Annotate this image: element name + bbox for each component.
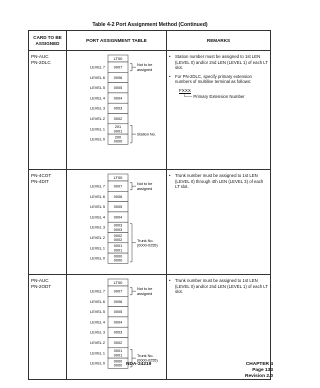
level-label: LEVEL 5 xyxy=(90,86,105,91)
card-cell xyxy=(29,170,67,275)
port-assignment-table xyxy=(28,30,271,380)
level-label: LEVEL 4 xyxy=(90,320,105,325)
cell-value: 0005 xyxy=(113,205,123,210)
remark-bullet: • Trunk number must be assigned to 1st LEN (LEVEL 0) and/or 2nd LEN (LEVEL 1) of each LT slot. xyxy=(169,278,268,295)
cell-alt-value: 0000 xyxy=(113,254,123,259)
cell-value: 0003 xyxy=(113,106,123,111)
assigned-bracket xyxy=(130,125,132,143)
assigned-label: Trunk No. xyxy=(137,354,154,359)
level-label: LEVEL 4 xyxy=(90,215,105,220)
level-label: LEVEL 2 xyxy=(90,236,105,240)
cell-value: 0002 xyxy=(113,341,123,345)
card-name: PN-AUC xyxy=(31,278,49,283)
table-row xyxy=(29,170,271,275)
level-label: LEVEL 2 xyxy=(90,117,105,121)
level-label: LEVEL 1 xyxy=(90,351,105,356)
cell-value: 0004 xyxy=(113,96,123,101)
not-assigned-label: Not to be xyxy=(137,63,153,68)
footer-page-info xyxy=(245,362,273,380)
lt-label: LT00 xyxy=(113,56,123,62)
remarks-cell xyxy=(167,51,271,170)
not-assigned-label: Not to be xyxy=(137,182,153,187)
cell-value: 0007 xyxy=(113,289,123,294)
level-label: LEVEL 5 xyxy=(90,310,105,315)
cell-value: 0006 xyxy=(113,299,123,304)
cell-value: 0004 xyxy=(113,320,123,325)
cell-value: 0001 xyxy=(113,129,123,134)
remark-bullet: • Trunk number must be assigned to 1st LEN (LEVEL 0) through 4th LEN (LEVEL 3) of each LT slot. xyxy=(169,173,268,190)
level-label: LEVEL 3 xyxy=(90,330,105,335)
level-label: LEVEL 7 xyxy=(90,65,105,70)
port-diagram-cell xyxy=(67,170,167,275)
assigned-label: Station No. xyxy=(137,132,156,137)
header-port-table: PORT ASSIGNMENT TABLE xyxy=(67,31,167,51)
cell-alt-value: 200 xyxy=(114,135,122,140)
not-assigned-bracket xyxy=(130,64,132,71)
footer-revision: Revision 2.0 xyxy=(245,374,273,379)
not-assigned-label: assigned xyxy=(137,291,153,296)
cell-value: 0000 xyxy=(113,363,123,368)
cell-alt-value: 0002 xyxy=(113,233,123,238)
assigned-bracket xyxy=(130,224,132,262)
cell-value: 0005 xyxy=(113,310,123,315)
header-row xyxy=(29,31,271,51)
cell-alt-value: 201 xyxy=(114,125,122,130)
card-cell xyxy=(29,275,67,380)
footer-page: Page 133 xyxy=(252,368,273,373)
cell-value: 0003 xyxy=(113,330,123,335)
footer-doc-number: NDA-24219 xyxy=(126,362,152,367)
level-label: LEVEL 3 xyxy=(90,225,105,230)
card-name: PN-4DIT xyxy=(31,178,49,184)
cell-value: 0000 xyxy=(113,258,123,263)
remark-bullet: • Station number must be assigned to 1st LEN (LEVEL 0) and/or 2nd LEN (LEVEL 1) of each LT slot. xyxy=(169,54,268,71)
port-diagram xyxy=(67,275,167,373)
format-code: FXXX xyxy=(179,87,191,93)
port-diagram xyxy=(67,170,167,268)
port-diagram xyxy=(67,51,167,163)
table-row xyxy=(29,51,271,170)
port-diagram-cell xyxy=(67,275,167,380)
header-card: CARD TO BE ASSIGNED xyxy=(29,31,67,51)
level-label: LEVEL 4 xyxy=(90,96,105,101)
format-label: └── Primary Extension Number xyxy=(183,93,245,99)
level-label: LEVEL 6 xyxy=(90,75,105,80)
level-label: LEVEL 1 xyxy=(90,246,105,251)
cell-value: 0001 xyxy=(113,353,123,358)
format-bracket-icon: └── xyxy=(183,93,193,99)
level-label: LEVEL 0 xyxy=(90,361,105,366)
level-label: LEVEL 6 xyxy=(90,194,105,199)
not-assigned-bracket xyxy=(130,288,132,295)
level-label: LEVEL 5 xyxy=(90,205,105,210)
level-label: LEVEL 2 xyxy=(90,341,105,345)
lt-label: LT00 xyxy=(113,175,123,181)
table-caption: Table 4-2 Port Assignment Method (Continued) xyxy=(92,22,208,28)
assigned-label: (0000-0255) xyxy=(137,243,158,248)
not-assigned-label: assigned xyxy=(137,186,153,191)
footer-chapter: CHAPTER 4 xyxy=(245,362,273,367)
cell-alt-value: 0001 xyxy=(113,349,123,354)
cell-alt-value: 0000 xyxy=(113,359,123,364)
card-name: PN-2ODT xyxy=(31,283,52,289)
cell-value: 0005 xyxy=(113,86,123,91)
not-assigned-label: Not to be xyxy=(137,287,153,292)
cell-value: 0006 xyxy=(113,194,123,199)
cell-value: 0007 xyxy=(113,65,123,70)
cell-value: 0002 xyxy=(113,238,123,243)
cell-value: 0006 xyxy=(113,75,123,80)
cell-value: 0003 xyxy=(113,227,123,232)
assigned-label: Trunk No. xyxy=(137,238,154,243)
level-label: LEVEL 0 xyxy=(90,137,105,142)
cell-value: 0002 xyxy=(113,117,123,121)
assigned-label: (0000-0255) xyxy=(137,358,158,363)
cell-value: 0001 xyxy=(113,248,123,253)
level-label: LEVEL 1 xyxy=(90,127,105,132)
level-label: LEVEL 7 xyxy=(90,289,105,294)
level-label: LEVEL 3 xyxy=(90,106,105,111)
level-label: LEVEL 0 xyxy=(90,256,105,261)
header-remarks: REMARKS xyxy=(167,31,271,51)
port-diagram-cell xyxy=(67,51,167,170)
card-name: PN-2DLC xyxy=(31,59,51,65)
cell-alt-value: 0003 xyxy=(113,223,123,228)
cell-value: 0004 xyxy=(113,215,123,220)
level-label: LEVEL 7 xyxy=(90,184,105,189)
remarks-cell xyxy=(167,170,271,275)
cell-value: 0007 xyxy=(113,184,123,189)
card-cell xyxy=(29,51,67,170)
cell-value: 0000 xyxy=(113,139,123,144)
lt-label: LT00 xyxy=(113,280,123,286)
cell-alt-value: 0001 xyxy=(113,244,123,249)
level-label: LEVEL 6 xyxy=(90,299,105,304)
card-name: PN-4COT xyxy=(31,173,52,178)
remark-bullet: • For PN-2DLC, specify primary extension numbers of multiline terminal as follows: xyxy=(169,74,268,85)
not-assigned-bracket xyxy=(130,183,132,190)
card-name: PN-AUC xyxy=(31,54,49,59)
not-assigned-label: assigned xyxy=(137,67,153,72)
